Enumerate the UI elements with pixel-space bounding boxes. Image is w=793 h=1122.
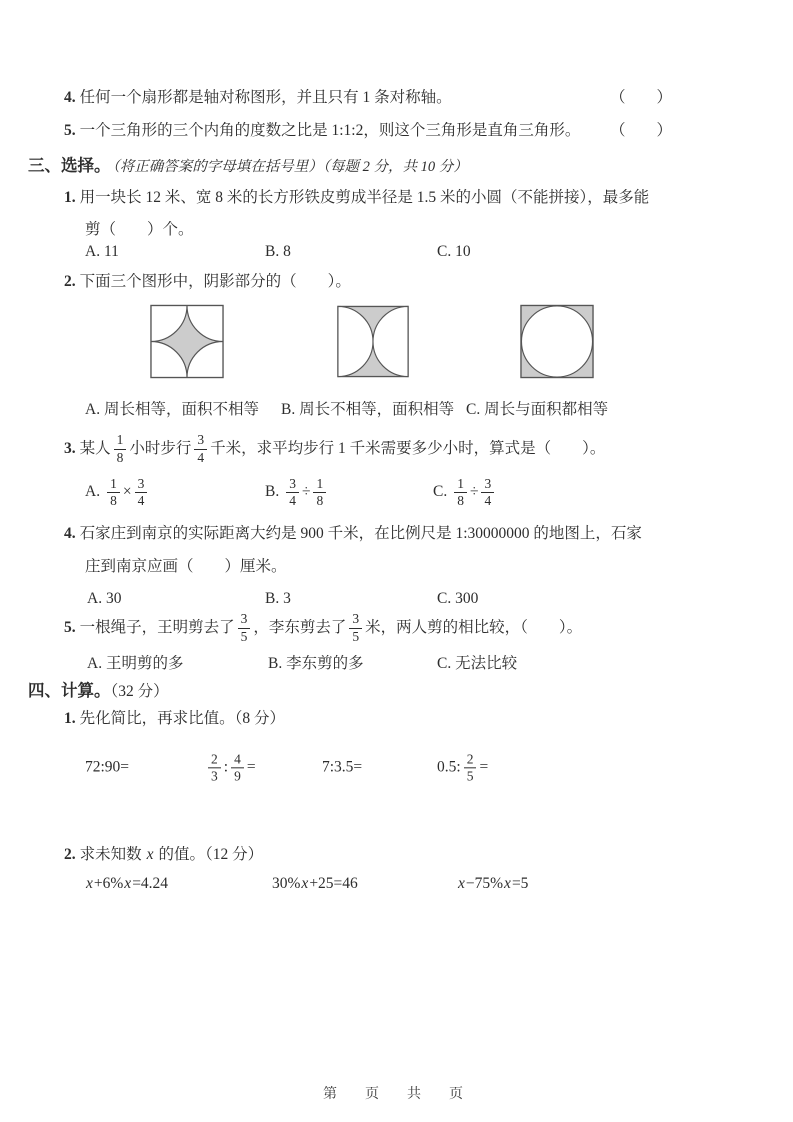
question-text: 剪（ ）个。 (85, 221, 194, 238)
judge-item-4 (0, 88, 793, 109)
choice-q2-figures (0, 303, 793, 383)
option-c: C. 无法比较 (437, 655, 518, 672)
choice-q5-line (0, 607, 793, 649)
judge-item-5 (0, 121, 793, 142)
figure-star-in-square (150, 303, 224, 380)
choice-q3-line (0, 428, 793, 470)
equals-sign: = (479, 758, 489, 776)
equation-1 (85, 874, 168, 895)
question-text: 一根绳子，王明剪去了 (79, 618, 235, 636)
ratio-colon: : (223, 758, 229, 776)
question-number: 1. (64, 189, 76, 206)
ratio-expression-3: 7:3.5= (322, 758, 363, 776)
answer-bracket: （ ） (610, 122, 673, 139)
operator: ÷ (301, 483, 311, 501)
fraction: $\frac{1}{8}$ (107, 477, 120, 508)
question-score: （8 分） (234, 710, 286, 727)
variable-x: x (124, 875, 132, 892)
expression-text: 0.5: (437, 758, 461, 776)
question-number: 4. (64, 89, 76, 106)
question-text: 一个三角形的三个内角的度数之比是 1:1:2，则这个三角形是直角三角形。 (79, 122, 581, 139)
option-label: C. (433, 483, 448, 501)
question-text: 某人 (79, 439, 111, 457)
question-text: 千米，求平均步行 1 千米需要多少小时，算式是（ ）。 (210, 439, 606, 457)
calc-part1-header (0, 709, 793, 730)
section-3-header (0, 155, 793, 178)
section-number: 三、 (28, 156, 61, 175)
choice-q4-line1 (0, 524, 793, 545)
fraction: $\frac{3}{4}$ (194, 433, 207, 464)
equation-text: 30% (272, 875, 301, 892)
question-text: 先化简比，再求比值。 (79, 710, 235, 727)
fraction: $\frac{1}{8}$ (454, 477, 467, 508)
question-text: 的值。 (158, 846, 206, 863)
fraction: $\frac{1}{8}$ (313, 477, 326, 508)
choice-q3-options (0, 477, 793, 519)
operator: ÷ (469, 483, 479, 501)
option-b: B. 8 (265, 243, 291, 260)
operator: × (122, 483, 132, 501)
question-score: （12 分） (205, 846, 264, 863)
section-4-header (0, 680, 793, 703)
option-c: C. 周长与面积都相等 (466, 401, 609, 418)
fraction: $\frac{2}{5}$ (464, 752, 477, 783)
ratio-expression-2 (205, 752, 256, 783)
ratio-expression-1: 72:90= (85, 758, 130, 776)
option-a: A. 11 (85, 243, 119, 260)
variable-x: x (146, 846, 154, 863)
question-number: 3. (64, 439, 76, 457)
option-b (265, 477, 329, 508)
option-b: B. 3 (265, 590, 291, 607)
option-a (85, 477, 150, 508)
option-c: C. 300 (437, 590, 479, 607)
fraction: $\frac{1}{8}$ (114, 433, 127, 464)
question-number: 1. (64, 710, 76, 727)
choice-q5-options (0, 654, 793, 676)
choice-q4-line2 (0, 557, 793, 578)
choice-q1-line1 (0, 188, 793, 209)
equation-text: −75% (465, 875, 504, 892)
question-text: 米，两人剪的相比较，（ ）。 (365, 618, 583, 636)
fraction: $\frac{4}{9}$ (231, 752, 244, 783)
equals-sign: = (246, 758, 256, 776)
choice-q2-options (0, 400, 793, 422)
answer-bracket: （ ） (610, 89, 673, 106)
question-text: 下面三个图形中，阴影部分的（ ）。 (79, 273, 351, 290)
question-text: ，李东剪去了 (253, 618, 347, 636)
question-text: 用一块长 12 米、宽 8 米的长方形铁皮剪成半径是 1.5 米的小圆（不能拼接），最多能 (79, 189, 650, 206)
question-text: 小时步行 (129, 439, 192, 457)
page-footer: 第 页 共 页 (323, 1087, 470, 1102)
question-number: 5. (64, 618, 76, 636)
equation-3 (457, 874, 528, 895)
question-number: 4. (64, 525, 76, 542)
equation-2 (272, 874, 358, 895)
choice-q2-line (0, 272, 793, 293)
question-text: 求未知数 (79, 846, 142, 863)
figure-circle-in-square (520, 303, 594, 380)
equation-text: +6% (93, 875, 124, 892)
fraction: $\frac{3}{5}$ (349, 612, 362, 643)
variable-x: x (301, 875, 309, 892)
option-a: A. 周长相等，面积不相等 (85, 401, 259, 418)
choice-q1-options (0, 242, 793, 264)
equation-text: +25=46 (309, 875, 358, 892)
question-number: 2. (64, 846, 76, 863)
ratio-expression-4 (437, 752, 488, 783)
section-score: （32 分） (110, 683, 169, 700)
question-text: 石家庄到南京的实际距离大约是 900 千米，在比例尺是 1:30000000 的地图上，石家 (79, 525, 642, 542)
variable-x: x (458, 875, 465, 892)
choice-q1-line2 (0, 220, 793, 241)
figure-semicircles-in-square (337, 303, 409, 380)
equation-text: =4.24 (132, 875, 169, 892)
variable-x: x (504, 875, 511, 892)
fraction: $\frac{2}{3}$ (208, 752, 221, 783)
variable-x: x (86, 875, 93, 892)
fraction: $\frac{3}{4}$ (481, 477, 494, 508)
option-label: B. (265, 483, 280, 501)
option-c (433, 477, 497, 508)
fraction: $\frac{3}{5}$ (238, 612, 251, 643)
option-label: A. (85, 483, 101, 501)
question-number: 2. (64, 273, 76, 290)
fraction: $\frac{3}{4}$ (135, 477, 148, 508)
option-b: B. 周长不相等，面积相等 (281, 401, 455, 418)
calc-part2-header (0, 845, 793, 866)
section-note: （将正确答案的字母填在括号里）（每题 2 分，共 10 分） (112, 159, 468, 175)
section-number: 四、 (28, 681, 61, 700)
question-number: 5. (64, 122, 76, 139)
ratio-expressions-row (0, 745, 793, 791)
equations-row (0, 874, 793, 898)
question-text: 任何一个扇形都是轴对称图形，并且只有 1 条对称轴。 (79, 89, 452, 106)
option-a: A. 30 (87, 590, 122, 607)
section-title: 选择。 (61, 156, 111, 175)
fraction: $\frac{3}{4}$ (286, 477, 299, 508)
option-a: A. 王明剪的多 (87, 655, 184, 672)
equation-text: =5 (511, 875, 529, 892)
option-b: B. 李东剪的多 (268, 655, 364, 672)
section-title: 计算。 (61, 681, 111, 700)
option-c: C. 10 (437, 243, 471, 260)
question-text: 庄到南京应画（ ）厘米。 (85, 558, 287, 575)
